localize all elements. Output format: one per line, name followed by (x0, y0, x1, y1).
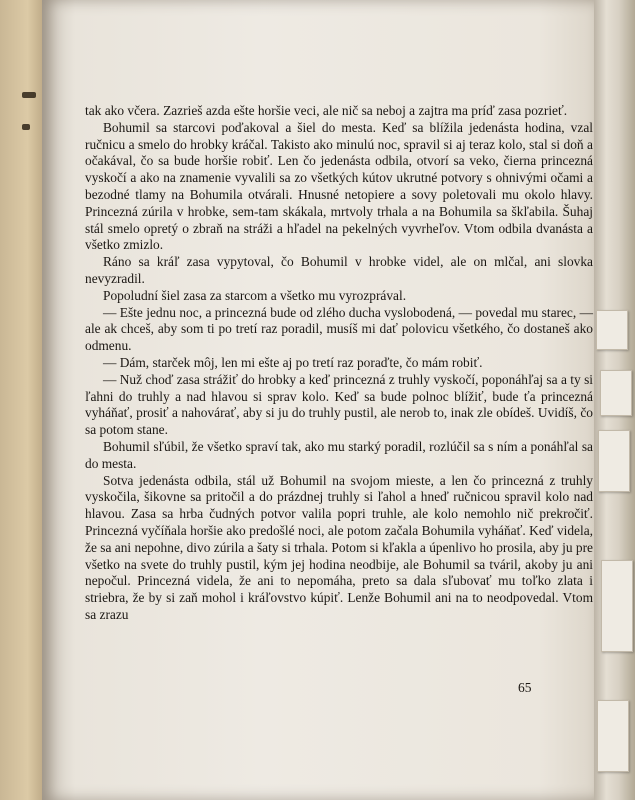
ink-fragment (22, 124, 30, 130)
paragraph: — Nuž choď zasa strážiť do hrobky a keď princezná z truhly vyskočí, poponáhľaj sa a ty si ľahni do truhly a nad hlavou si sprav kolo. Keď sa bude polnoc blížiť, bude ťa princezná vyháňať, prosiť a nahovárať, aby si ju do truhly pustil, ale nerob to, inak zle obídeš. Uvidíš, čo sa potom stane. (85, 371, 593, 438)
paper-tab (598, 430, 630, 492)
paper-tab (596, 310, 628, 350)
paper-tab (597, 700, 629, 772)
paragraph: — Dám, starček môj, len mi ešte aj po tretí raz poraďte, čo mám robiť. (103, 354, 483, 370)
paper-tab (600, 370, 632, 416)
page-number: 65 (518, 680, 532, 695)
paragraph: — Ešte jednu noc, a princezná bude od zlého ducha vyslobodená, — povedal mu starec, — ale ak chceš, aby som ti po tretí raz poradil, musíš mi dať polovicu všetkého, čo dostaneš ako odmenu. (85, 304, 593, 354)
page-text (85, 103, 593, 624)
paragraph: Popoludní šiel zasa za starcom a všetko mu vyrozprával. (103, 287, 407, 303)
paragraph: Sotva jedenásta odbila, stál už Bohumil na svojom mieste, a len čo princezná z truhly vyskočila, šikovne sa pritočil a do prázdnej truhly si ľahol a hneď ručnicou spravil kolo nad hlavou. Zasa sa hrba čudných potvor valila popri truhle, ale kolo nemohlo nič prekročiť. Princezná vyčíňala horšie ako predošlé noci, ale potom začala Bohumila vyháňať. Keď videla, že sa ani nepohne, divo zúrila a šaty si trhala. Potom si kľakla a úpenlivo ho prosila, aby ju pre všetko na svete do truhly pustil, kým jej hodina neodbije, ale Bohumil sa tváril, akoby ju ani nepočul. Princezná videla, že ani to nepomáha, preto sa dala sľubovať mu toľko zlata i striebra, že by si zaň mohol i kráľovstvo kúpiť. Lenže Bohumil ani na to neodpovedal. Vtom sa zrazu (85, 472, 593, 622)
ink-fragment (22, 92, 36, 98)
paragraph: Bohumil sľúbil, že všetko spraví tak, ako mu starký poradil, rozlúčil sa s ním a ponáhľal sa do mesta. (85, 438, 593, 471)
paragraph: Ráno sa kráľ zasa vypytoval, čo Bohumil v hrobke videl, ale on mlčal, ani slovka nevyzradil. (85, 254, 593, 286)
paragraph: Bohumil sa starcovi poďakoval a šiel do mesta. Keď sa blížila jedenásta hodina, vzal ručnicu a smelo do hrobky kráčal. Takisto ako minulú noc, spravil si aj teraz kolo, stal si doň a očakával, čo sa bude horšie robiť. Len čo jedenásta odbila, otvorí sa veko, čierna princezná vyskočí a ako na znamenie vyvalili sa zo všetkých kútov ukrutné potvory s ohnivými očami a bezodné tlamy na Bohumila otvárali. Hnusné netopiere a sovy poletovali mu okolo hlavy. Princezná zúrila v hrobke, sem-tam skákala, mrtvoly trhala a na Bohumila sa škľabila. Šuhaj stál smelo opretý o zbraň na stráži a hľadel na pekelných vyvrheľov. Vtom odbila dvanásta a všetko zmizlo. (85, 119, 593, 253)
previous-page-edge (0, 0, 46, 800)
paragraph: tak ako včera. Zazrieš azda ešte horšie veci, ale nič sa neboj a zajtra ma príď zasa pozrieť. (85, 103, 568, 118)
stacked-page-edges (594, 0, 635, 800)
paper-tab (601, 560, 633, 652)
